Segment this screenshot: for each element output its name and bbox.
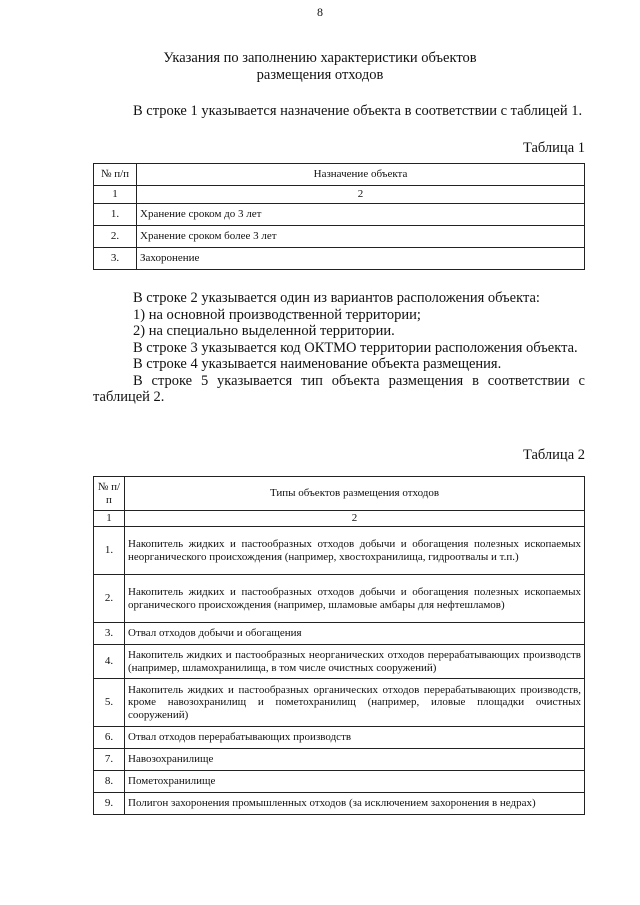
row-text: Отвал отходов добычи и обогащения (125, 623, 585, 645)
table2-caption: Таблица 2 (522, 447, 585, 463)
table-row (94, 793, 585, 815)
table-row (94, 248, 585, 270)
row-text: Накопитель жидких и пастообразных отходов добычи и обогащения полезных ископаемых неорганического происхождения (например, хвостохранилища, гидроотвалы и т.п.) (125, 527, 585, 575)
row-text: Пометохранилище (125, 771, 585, 793)
table1-caption: Таблица 1 (522, 140, 585, 156)
row-text: Отвал отходов перерабатывающих производств (125, 727, 585, 749)
table-row (94, 226, 585, 248)
title-line-1: Указания по заполнению характеристики объектов (163, 50, 477, 66)
row-number: 3. (94, 248, 137, 270)
row-number: 2. (94, 226, 137, 248)
table2-header-num: № п/п (94, 477, 125, 511)
intro-paragraph (93, 103, 585, 120)
page-title (80, 50, 560, 84)
body-paragraph: 2) на специально выделенной территории. (133, 323, 395, 339)
row-text: Хранение сроком более 3 лет (137, 226, 585, 248)
page-number: 8 (317, 5, 323, 19)
table1-index-cell: 1 (94, 186, 137, 204)
table1-header-purpose: Назначение объекта (137, 164, 585, 186)
table-row (94, 527, 585, 575)
table-2 (93, 476, 585, 815)
row-number: 9. (94, 793, 125, 815)
table1-index-cell: 2 (137, 186, 585, 204)
title-line-2: размещения отходов (256, 67, 384, 83)
row-number: 4. (94, 645, 125, 679)
table-row (94, 204, 585, 226)
table-row (94, 645, 585, 679)
row-text: Накопитель жидких и пастообразных неорганических отходов перерабатывающих производств (например, шламохранилища, в том числе очистных сооружений) (125, 645, 585, 679)
table-row (94, 771, 585, 793)
body-paragraph: В строке 2 указывается один из вариантов расположения объекта: (133, 290, 540, 306)
body-paragraph: В строке 3 указывается код ОКТМО территории расположения объекта. (133, 339, 578, 356)
table2-header-types: Типы объектов размещения отходов (125, 477, 585, 511)
row-number: 7. (94, 749, 125, 771)
table2-index-cell: 1 (94, 511, 125, 527)
row-text: Захоронение (137, 248, 585, 270)
table-row (94, 575, 585, 623)
table-row (94, 749, 585, 771)
table-1 (93, 163, 585, 270)
row-number: 1. (94, 527, 125, 575)
row-number: 5. (94, 679, 125, 727)
body-paragraph: 1) на основной производственной территории; (133, 306, 421, 323)
row-number: 8. (94, 771, 125, 793)
intro-text: В строке 1 указывается назначение объекта в соответствии с таблицей 1. (133, 103, 583, 119)
row-text: Полигон захоронения промышленных отходов (за исключением захоронения в недрах) (125, 793, 585, 815)
table-row (94, 679, 585, 727)
body-text (93, 290, 585, 406)
row-number: 2. (94, 575, 125, 623)
row-number: 3. (94, 623, 125, 645)
row-text: Накопитель жидких и пастообразных отходов добычи и обогащения полезных ископаемых органического происхождения (например, шламовые амбары для нефтешламов) (125, 575, 585, 623)
table1-header-num: № п/п (94, 164, 137, 186)
table2-index-cell: 2 (125, 511, 585, 527)
row-text: Навозохранилище (125, 749, 585, 771)
table-row (94, 727, 585, 749)
row-number: 6. (94, 727, 125, 749)
row-text: Накопитель жидких и пастообразных органических отходов перерабатывающих производств, кроме навозохранилищ и пометохранилищ (например, иловые площадки очистных сооружений) (125, 679, 585, 727)
row-text: Хранение сроком до 3 лет (137, 204, 585, 226)
body-paragraph: В строке 5 указывается тип объекта размещения в соответствии с таблицей 2. (93, 372, 585, 405)
table-row (94, 623, 585, 645)
row-number: 1. (94, 204, 137, 226)
body-paragraph: В строке 4 указывается наименование объекта размещения. (133, 356, 502, 372)
